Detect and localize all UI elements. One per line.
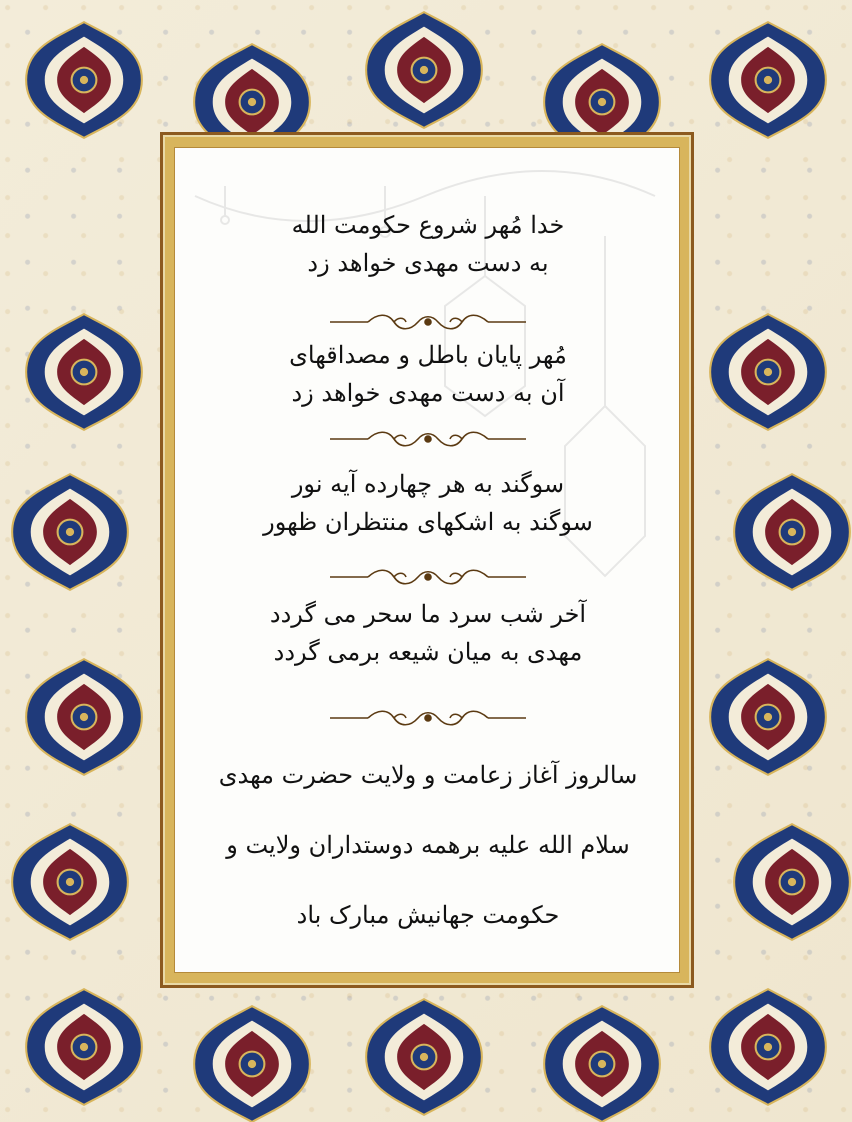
scroll-divider-icon [328, 707, 528, 729]
arabesque-medallion-icon [8, 470, 132, 594]
scroll-divider-icon [328, 566, 528, 588]
stanza-line: به دست مهدی خواهد زد [307, 249, 549, 277]
closing-message [175, 740, 680, 950]
stanza-line: خدا مُهر شروع حکومت الله [291, 211, 565, 239]
arabesque-medallion-icon [190, 1002, 314, 1122]
text-panel [174, 147, 680, 973]
closing-line: سالروز آغاز زعامت و ولایت حضرت مهدی [218, 761, 638, 789]
stanza-line: آخر شب سرد ما سحر می گردد [269, 600, 587, 628]
arabesque-medallion-icon [706, 310, 830, 434]
stanza-line: مهدی به میان شیعه برمی گردد [273, 638, 583, 666]
arabesque-medallion-icon [706, 985, 830, 1109]
stanza-4 [175, 595, 680, 671]
arabesque-medallion-icon [22, 985, 146, 1109]
arabesque-medallion-icon [22, 655, 146, 779]
arabesque-medallion-icon [706, 18, 830, 142]
arabesque-medallion-icon [706, 655, 830, 779]
closing-line: سلام الله علیه برهمه دوستداران ولایت و [226, 831, 630, 859]
arabesque-medallion-icon [8, 820, 132, 944]
arabesque-medallion-icon [362, 8, 486, 132]
scroll-divider-icon [328, 428, 528, 450]
arabesque-medallion-icon [362, 995, 486, 1119]
stanza-line: سوگند به هر چهارده آیه نور [291, 470, 565, 498]
stanza-line: مُهر پایان باطل و مصداقهای [289, 341, 567, 369]
arabesque-medallion-icon [730, 820, 852, 944]
stanza-line: سوگند به اشکهای منتظران ظهور [263, 508, 593, 536]
closing-line: حکومت جهانیش مبارک باد [296, 901, 560, 929]
arabesque-medallion-icon [22, 18, 146, 142]
arabesque-medallion-icon [730, 470, 852, 594]
stanza-3 [175, 465, 680, 541]
scroll-divider-icon [328, 311, 528, 333]
stanza-2 [175, 336, 680, 412]
arabesque-medallion-icon [540, 1002, 664, 1122]
arabesque-medallion-icon [22, 310, 146, 434]
stanza-line: آن به دست مهدی خواهد زد [291, 379, 565, 407]
stanza-1 [175, 206, 680, 282]
